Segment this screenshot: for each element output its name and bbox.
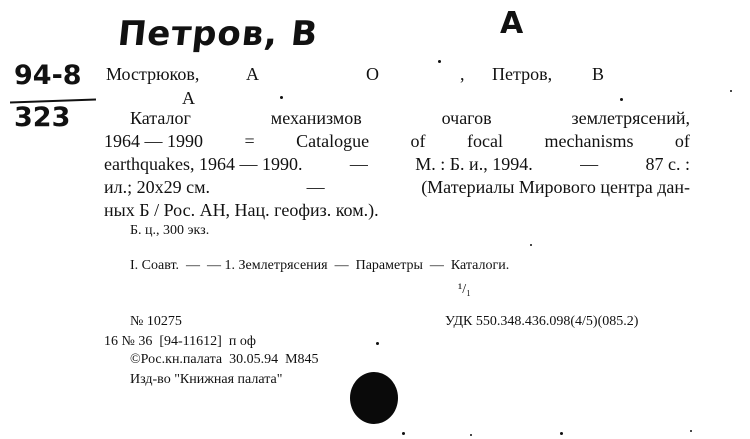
description-word: механизмов (270, 108, 362, 128)
description-word: mechanisms (544, 131, 634, 151)
description-line-3 (104, 154, 690, 175)
authors-separator: , (460, 64, 465, 84)
author-1-initial-2: О (366, 64, 379, 84)
author-1-name: Мострюков, (106, 64, 200, 84)
ink-speck (530, 244, 532, 246)
udk-code: УДК 550.348.436.098(4/5)(085.2) (445, 314, 639, 329)
shelf-mark-bottom: 323 (14, 102, 71, 133)
description-line-2 (104, 131, 690, 152)
ink-speck (470, 434, 472, 436)
ink-speck (280, 96, 283, 99)
handwritten-mark: ¹/₁ (458, 282, 471, 297)
ink-blot (350, 372, 398, 424)
description-word: ил.; 20х29 см. (104, 177, 210, 197)
description-word: of (410, 131, 426, 151)
author-1-initial: А (246, 64, 259, 84)
description-line-4 (104, 177, 690, 198)
description-word: earthquakes, 1964 — 1990. (104, 154, 303, 174)
description-word: — (580, 154, 599, 174)
ink-speck (438, 60, 441, 63)
description-word: очагов (441, 108, 492, 128)
author-2-initial: В (592, 64, 605, 84)
description-word: землетрясений, (571, 108, 690, 128)
description-word: — (306, 177, 325, 197)
ink-speck (730, 90, 732, 92)
description-word: Catalogue (296, 131, 370, 151)
ink-speck (560, 432, 563, 435)
price-circulation: Б. ц., 300 экз. (130, 223, 210, 238)
record-number: № 10275 (130, 314, 182, 329)
handwritten-author: Петров, В (115, 14, 321, 54)
ink-speck (402, 432, 405, 435)
description-word: = (244, 131, 255, 151)
description-word: (Материалы Мирового центра дан- (421, 177, 690, 197)
author-2-name: Петров, (492, 64, 553, 84)
order-line: 16 № 36 [94-11612] п оф (104, 334, 256, 349)
description-line-5: ных Б / Рос. АН, Нац. геофиз. ком.). (104, 200, 379, 220)
description-word: of (674, 131, 690, 151)
copyright-line: ©Рос.кн.палата 30.05.94 М845 (130, 352, 319, 367)
ink-speck (376, 342, 379, 345)
tracing-line: I. Соавт. — — 1. Землетрясения — Параметры — Каталоги. (130, 258, 510, 273)
author-2-initial-2: А (182, 88, 195, 108)
handwritten-letter: А (500, 6, 524, 41)
publisher-line: Изд-во "Книжная палата" (130, 372, 283, 387)
description-word: 87 с. : (645, 154, 690, 174)
description-word: Каталог (130, 108, 191, 128)
ink-speck (620, 98, 623, 101)
description-word: — (349, 154, 368, 174)
ink-speck (690, 430, 692, 432)
description-word: М. : Б. и., 1994. (415, 154, 533, 174)
description-word: focal (467, 131, 503, 151)
description-line-1 (130, 108, 690, 129)
shelf-mark-top: 94-8 (14, 60, 82, 91)
description-word: 1964 — 1990 (104, 131, 203, 151)
